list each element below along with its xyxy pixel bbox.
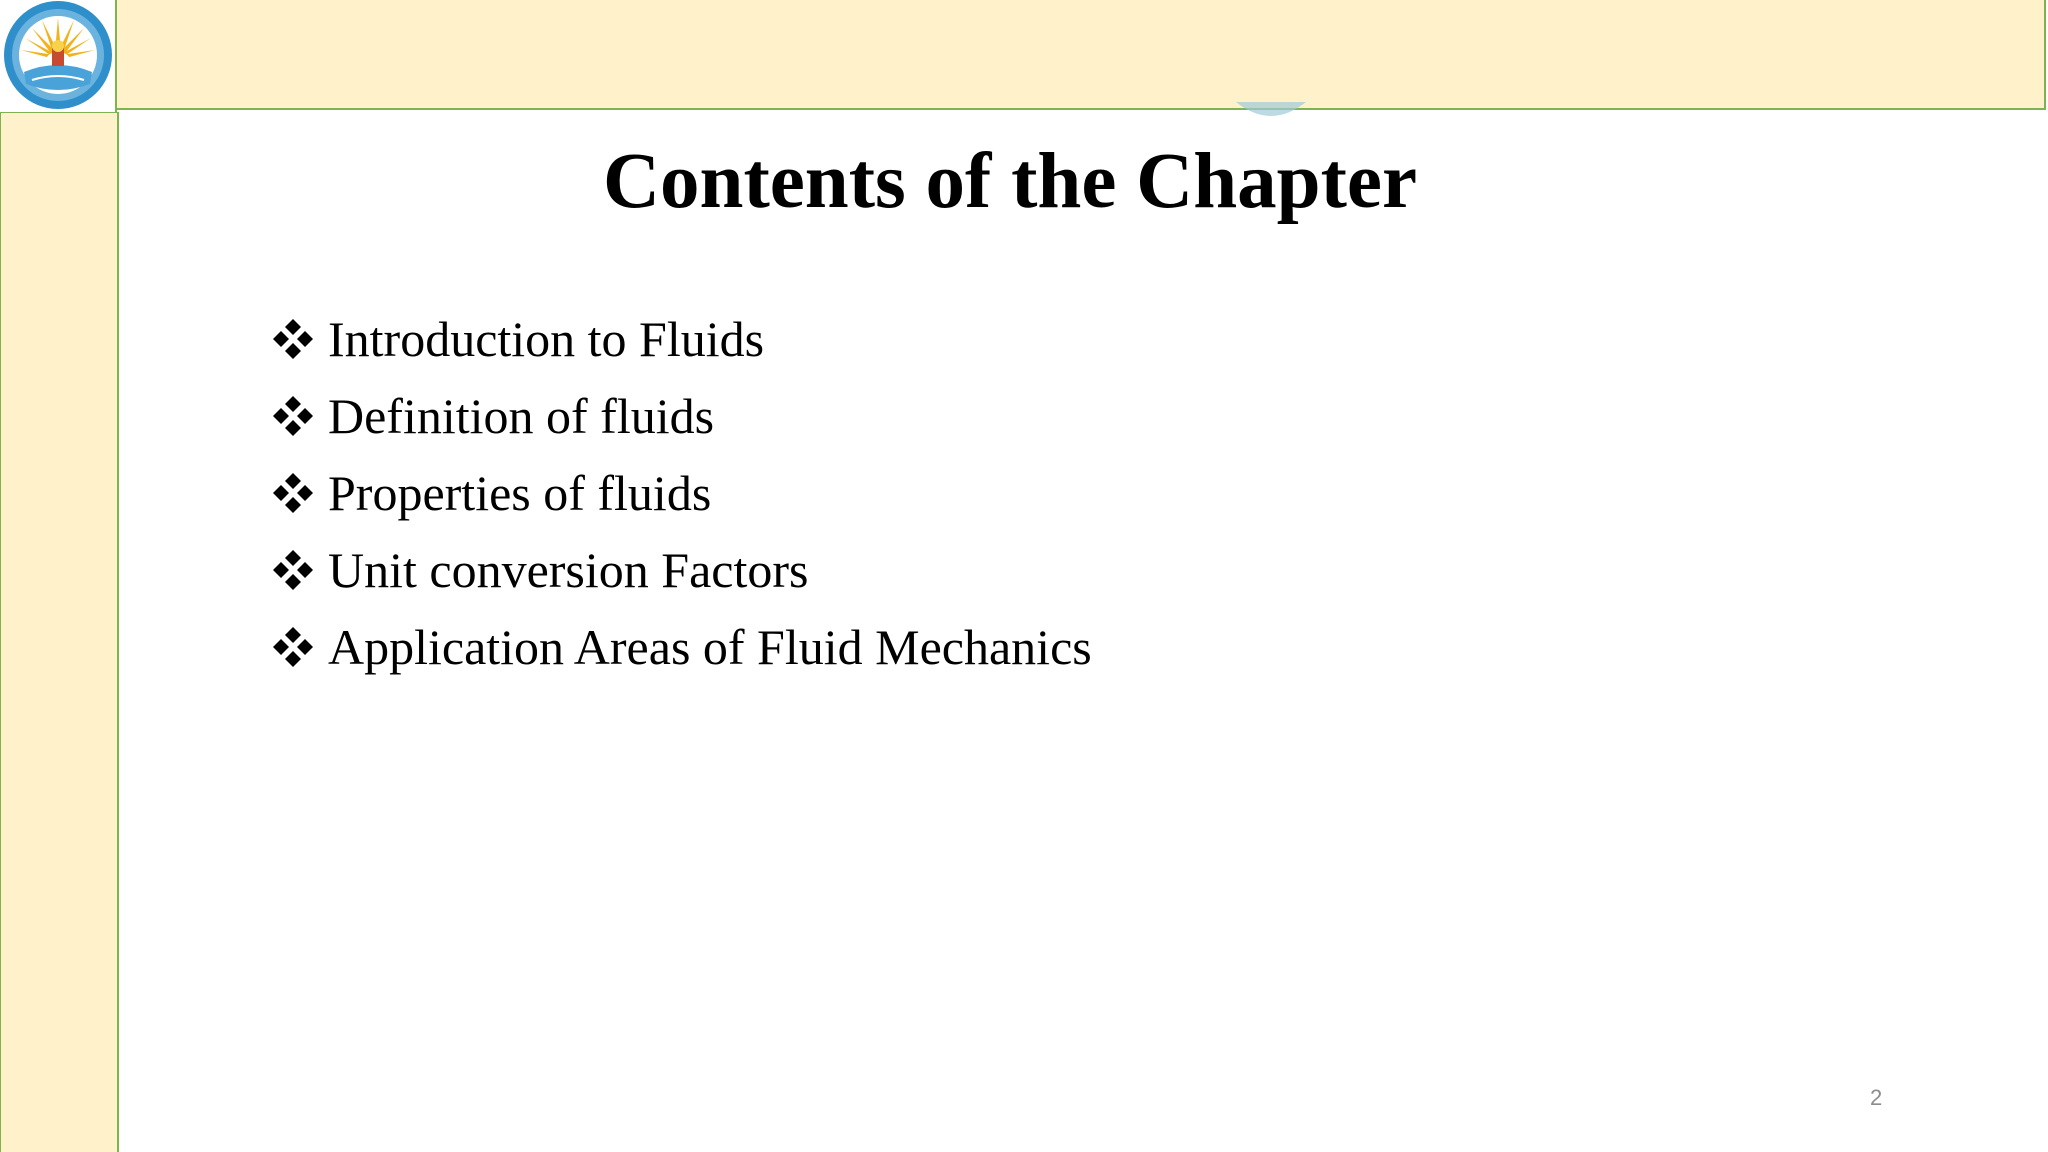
four-diamond-bullet-icon [272,472,314,514]
list-item [272,300,1092,377]
four-diamond-bullet-icon [272,395,314,437]
header-band [117,0,2046,110]
list-item-label: Unit conversion Factors [328,541,809,598]
page-number: 2 [1870,1085,1883,1110]
partial-seal-decoration [1234,102,1308,122]
four-diamond-bullet-icon [272,549,314,591]
list-item [272,377,1092,454]
list-item-label: Definition of fluids [328,387,715,444]
contents-list [272,300,1092,685]
list-item-label: Introduction to Fluids [328,310,765,367]
university-seal-logo [2,0,115,111]
list-item [272,608,1092,685]
slide-title: Contents of the Chapter [602,138,1418,225]
four-diamond-bullet-icon [272,626,314,668]
sidebar-band [0,112,119,1152]
list-item [272,531,1092,608]
four-diamond-bullet-icon [272,318,314,360]
list-item [272,454,1092,531]
list-item-label: Application Areas of Fluid Mechanics [328,618,1092,675]
list-item-label: Properties of fluids [328,464,712,521]
